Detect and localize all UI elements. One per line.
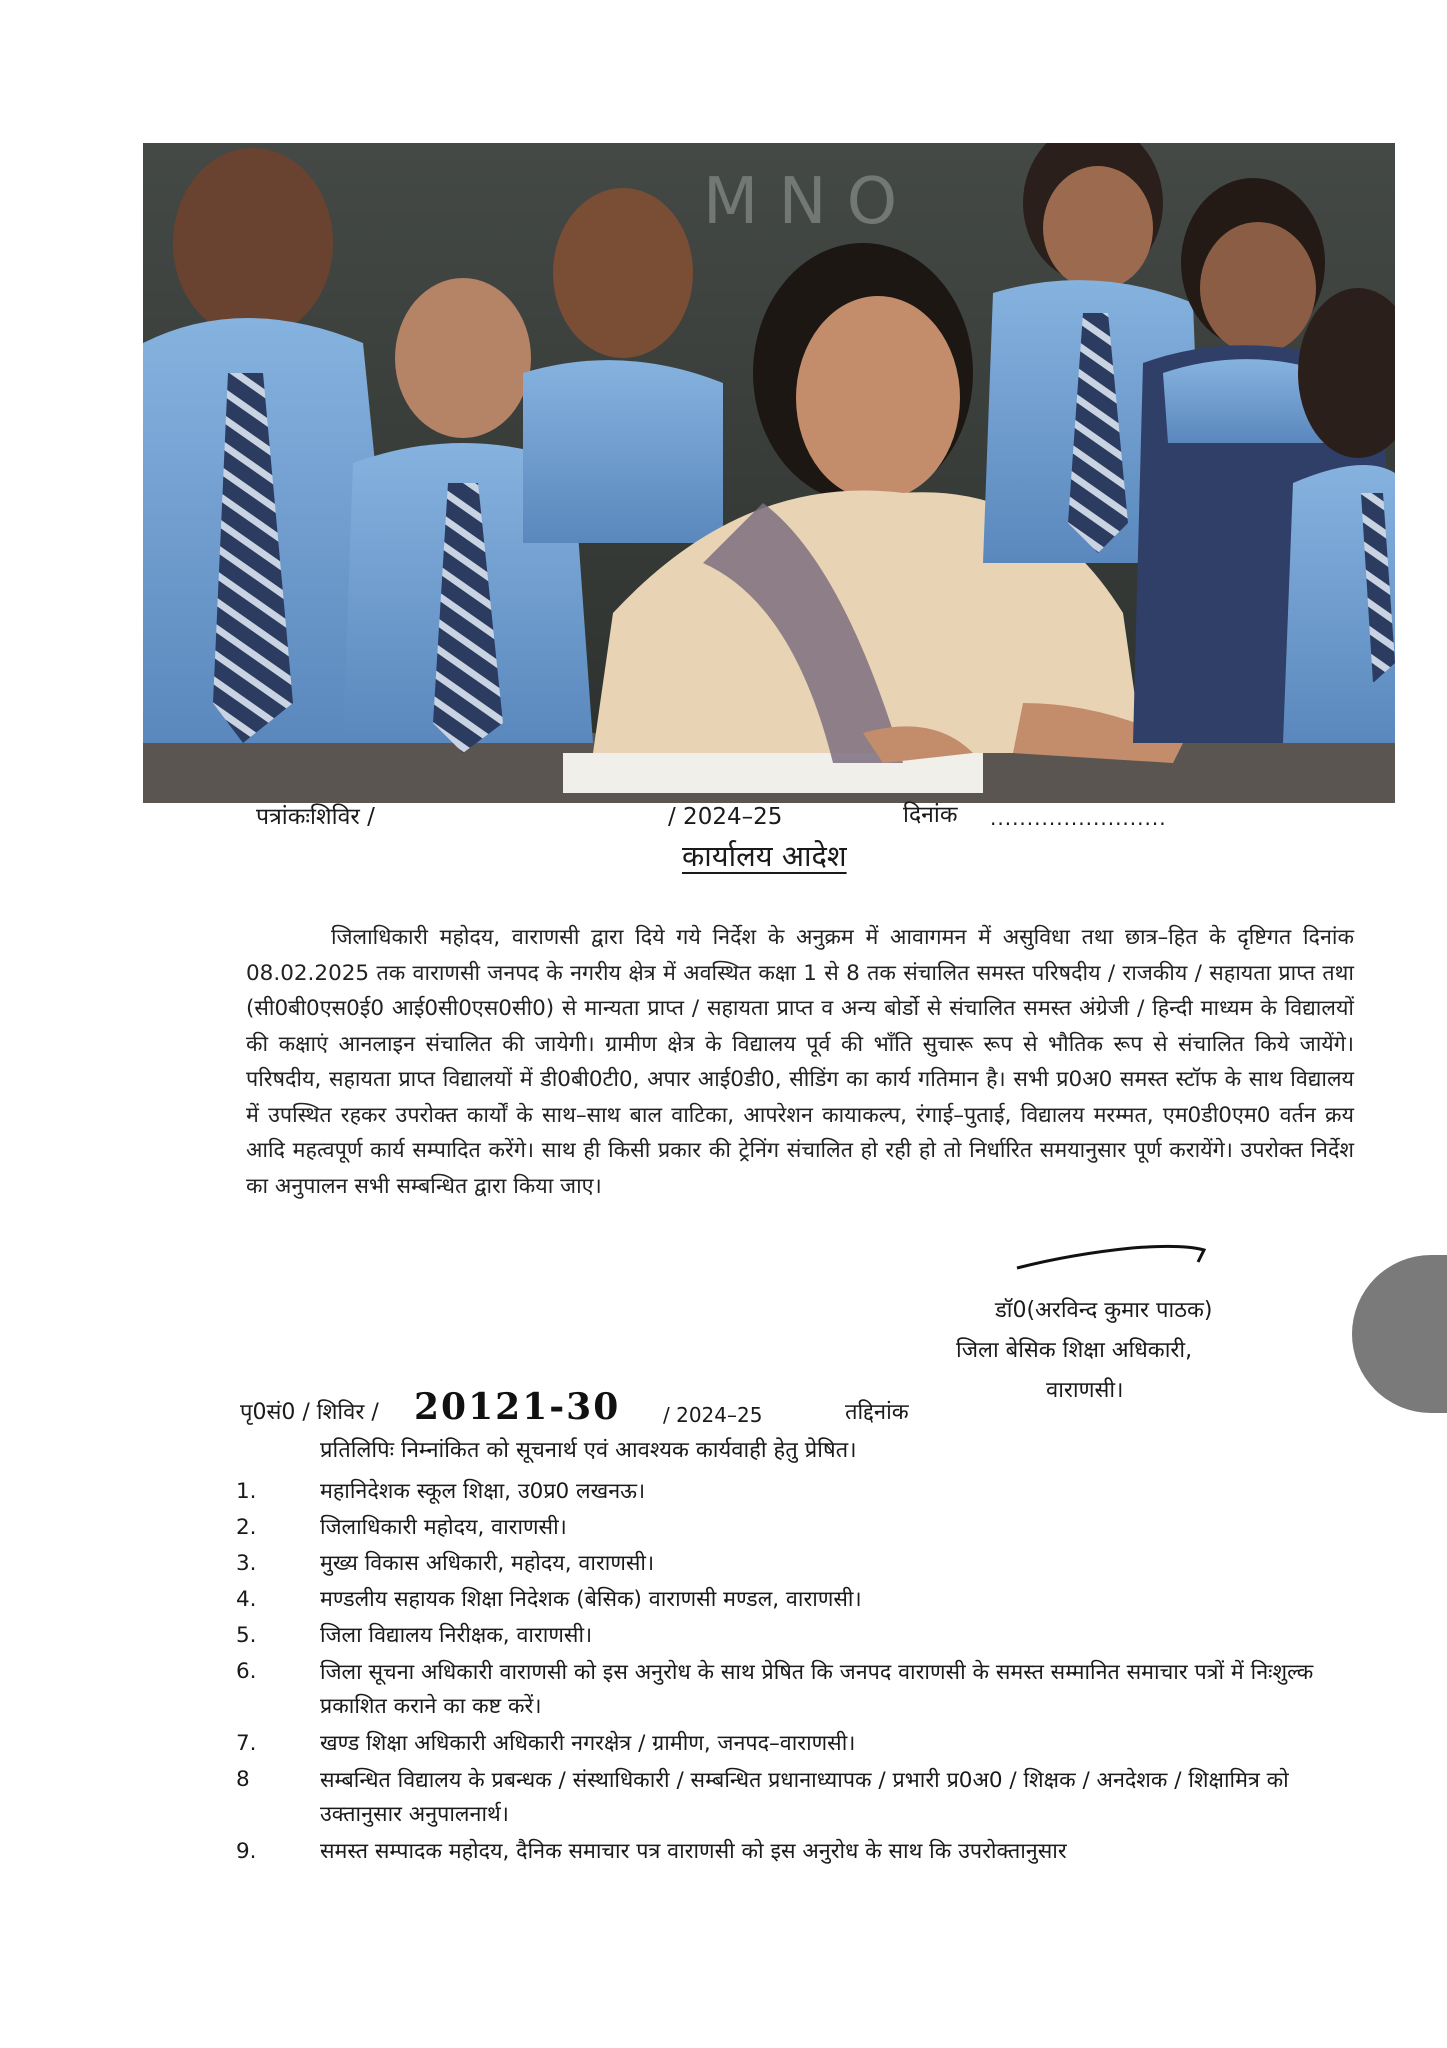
list-text: मण्डलीय सहायक शिक्षा निदेशक (बेसिक) वाराणसी मण्डल, वाराणसी। bbox=[320, 1587, 862, 1612]
copy-intro: प्रतिलिपिः निम्नांकित को सूचनार्थ एवं आवश्यक कार्यवाही हेतु प्रेषित। bbox=[320, 1438, 857, 1463]
order-body: जिलाधिकारी महोदय, वाराणसी द्वारा दिये गये निर्देश के अनुक्रम में आवागमन में असुविधा तथा छात्र–हित के दृष्टिगत दिनांक 08.02.2025 तक वाराणसी जनपद के नगरीय क्षेत्र में अवस्थित कक्षा 1 से 8 तक संचालित समस्त परिषदीय / राजकीय / सहायता प्राप्त तथा (सी0बी0एस0ई0 आई0सी0एस0सी0) से मान्यता प्राप्त / सहायता प्राप्त व अन्य बोर्डो से संचालित समस्त अंग्रेजी / हिन्दी माध्यम के विद्यालयों की कक्षाएं आनलाइन संचालित की जायेगी। ग्रामीण क्षेत्र के विद्यालय पूर्व की भाँति सुचारू रूप से भौतिक रूप से संचालित किये जायेंगे। परिषदीय, सहायता प्राप्त विद्यालयों में डी0बी0टी0, अपार आई0डी0, सीडिंग का कार्य गतिमान है। सभी प्र0अ0 समस्त स्टॉफ के साथ विद्यालय में उपस्थित रहकर उपरोक्त कार्यों के साथ–साथ बाल वाटिका, आपरेशन कायाकल्प, रंगाई–पुताई, विद्यालय मरम्मत, एम0डी0एम0 वर्तन क्रय आदि महत्वपूर्ण कार्य सम्पादित करेंगे। साथ ही किसी प्रकार की ट्रेनिंग संचालित हो रही हो तो निर्धारित समयानुसार पूर्ण करायेंगे। उपरोक्त निर्देश का अनुपालन सभी सम्बन्धित द्वारा किया जाए। bbox=[246, 925, 1354, 1199]
page-edge-shadow bbox=[1352, 1255, 1447, 1413]
list-text: जिला सूचना अधिकारी वाराणसी को इस अनुरोध के साथ प्रेषित कि जनपद वाराणसी के समस्त सम्मानित समाचार पत्रों में निःशुल्क प्रकाशित कराने का कष्ट करें। bbox=[320, 1660, 1314, 1719]
copy-reference: पृ0सं0 / शिविर / bbox=[240, 1400, 379, 1425]
handwritten-number: 20121-30 bbox=[414, 1386, 621, 1428]
classroom-photo bbox=[143, 143, 1395, 803]
page-title: कार्यालय आदेश bbox=[682, 839, 847, 873]
list-number: 8 bbox=[236, 1767, 250, 1792]
list-number: 3. bbox=[236, 1551, 257, 1576]
list-text: सम्बन्धित विद्यालय के प्रबन्धक / संस्थाधिकारी / सम्बन्धित प्रधानाध्यापक / प्रभारी प्र0अ0 / शिक्षक / अनदेशक / शिक्षामित्र को उक्तानुसार अनुपालनार्थ। bbox=[320, 1768, 1289, 1827]
list-number: 7. bbox=[236, 1731, 257, 1756]
list-number: 1. bbox=[236, 1479, 257, 1504]
list-number: 2. bbox=[236, 1515, 257, 1540]
signatory-place: वाराणसी। bbox=[1046, 1378, 1124, 1403]
list-text: महानिदेशक स्कूल शिक्षा, उ0प्र0 लखनऊ। bbox=[320, 1479, 646, 1504]
list-text: समस्त सम्पादक महोदय, दैनिक समाचार पत्र वाराणसी को इस अनुरोध के साथ कि उपरोक्तानुसार bbox=[320, 1839, 1067, 1864]
list-text: जिलाधिकारी महोदय, वाराणसी। bbox=[320, 1515, 567, 1540]
list-number: 6. bbox=[236, 1659, 257, 1684]
signature-mark bbox=[1012, 1236, 1212, 1276]
letter-number: पत्रांकःशिविर / bbox=[256, 804, 375, 830]
list-text: खण्ड शिक्षा अधिकारी अधिकारी नगरक्षेत्र / ग्रामीण, जनपद–वाराणसी। bbox=[320, 1731, 856, 1756]
list-number: 4. bbox=[236, 1587, 257, 1612]
signatory-name: डॉ0(अरविन्द कुमार पाठक) bbox=[995, 1298, 1213, 1323]
copy-session: / 2024–25 bbox=[663, 1403, 763, 1427]
date-label: दिनांक bbox=[903, 802, 958, 828]
list-text: मुख्य विकास अधिकारी, महोदय, वाराणसी। bbox=[320, 1551, 655, 1576]
student-figure bbox=[1283, 288, 1395, 743]
list-number: 5. bbox=[236, 1623, 257, 1648]
copy-same-date: तद्दिनांक bbox=[845, 1400, 909, 1425]
board-letters: M N O bbox=[703, 165, 898, 239]
list-text: जिला विद्यालय निरीक्षक, वाराणसी। bbox=[320, 1623, 593, 1648]
signatory-designation: जिला बेसिक शिक्षा अधिकारी, bbox=[956, 1338, 1193, 1363]
session-year: / 2024–25 bbox=[668, 804, 783, 830]
classroom-illustration bbox=[143, 143, 1395, 803]
date-dots: ........................ bbox=[990, 806, 1167, 830]
list-number: 9. bbox=[236, 1839, 257, 1864]
